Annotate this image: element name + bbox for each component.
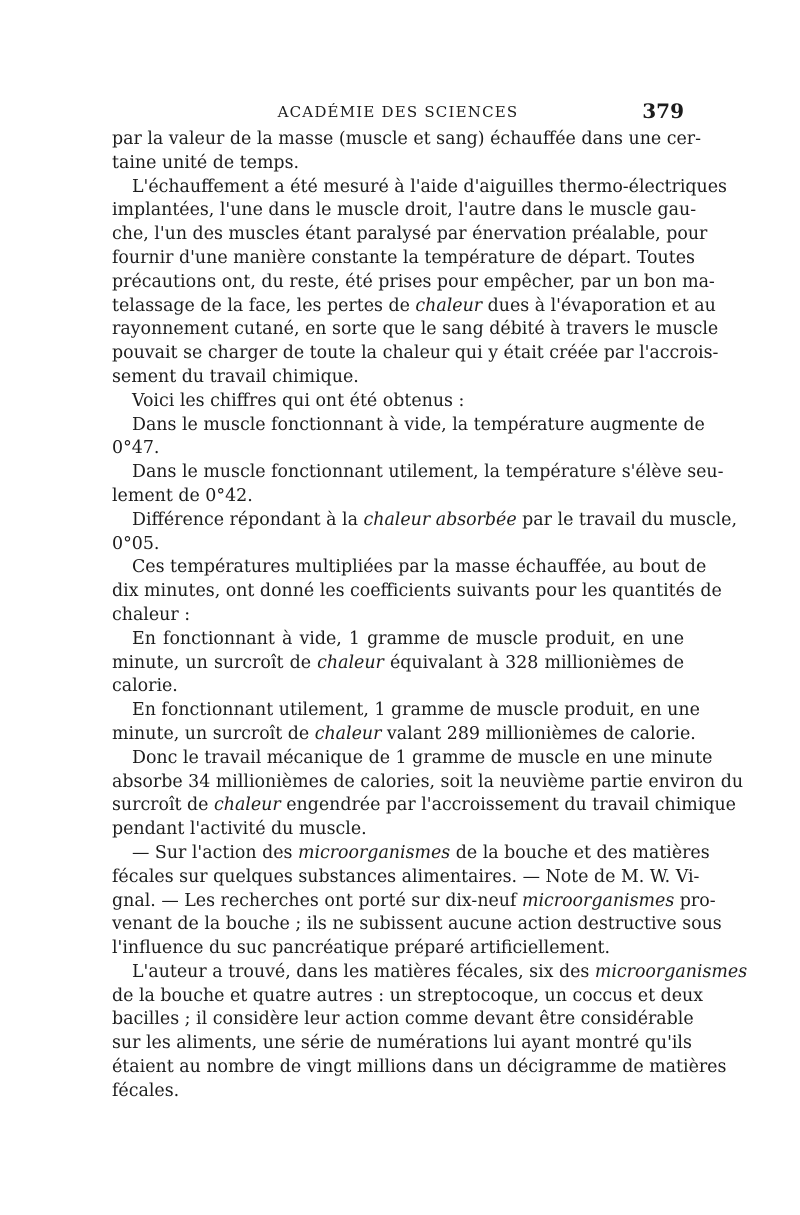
text-line <box>112 318 719 342</box>
text-line <box>112 271 715 295</box>
italic-term: chaleur absorbée <box>363 509 517 530</box>
text-run: Dans le muscle fonctionnant utilement, la température s'élève seu- <box>132 462 724 483</box>
text-run: sement du travail chimique. <box>112 366 359 387</box>
paragraph <box>112 461 724 509</box>
text-line <box>112 628 684 652</box>
text-run: fécales sur quelques substances alimentaires. — Note de M. W. Vi- <box>112 866 700 887</box>
paragraph <box>112 842 722 961</box>
text-run: étaient au nombre de vingt millions dans un décigramme de matières <box>112 1057 727 1078</box>
text-run: En fonctionnant utilement, 1 gramme de muscle produit, en une <box>132 700 700 721</box>
text-line <box>112 747 713 771</box>
paragraph <box>112 747 744 842</box>
text-run: équivalant à 328 millionièmes de <box>383 652 684 673</box>
paragraph <box>112 961 748 1104</box>
text-line <box>112 675 684 699</box>
text-run: L'auteur a trouvé, dans les matières fécales, six des <box>132 961 595 982</box>
text-line <box>112 461 724 485</box>
running-title: ACADÉMIE DES SCIENCES <box>277 103 519 121</box>
text-line <box>112 985 704 1009</box>
text-run: par le travail du muscle, <box>516 509 738 530</box>
text-run: che, l'un des muscles étant paralysé par énervation préalable, pour <box>112 224 708 245</box>
text-line <box>112 366 684 390</box>
text-line <box>112 1008 694 1032</box>
text-line <box>112 556 707 580</box>
text-line <box>112 842 710 866</box>
text-run: absorbe 34 millionièmes de calories, soit la neuvième partie environ du <box>112 771 744 792</box>
page-number: 379 <box>642 99 684 123</box>
text-run: 0°05. <box>112 533 160 554</box>
text-run: l'influence du suc pancréatique préparé artificiellement. <box>112 938 611 959</box>
paragraph <box>112 556 722 627</box>
paragraph <box>112 176 727 390</box>
text-line <box>112 1080 684 1104</box>
text-run: dues à l'évaporation et au <box>482 295 716 316</box>
text-line <box>112 295 716 319</box>
text-run: valant 289 millionièmes de calorie. <box>381 723 696 744</box>
text-run: minute, un surcroît de <box>112 723 315 744</box>
italic-term: chaleur <box>415 295 483 316</box>
italic-term: microorganismes <box>521 890 675 911</box>
text-line <box>112 699 700 723</box>
paragraph <box>112 128 701 176</box>
italic-term: chaleur <box>317 652 384 673</box>
text-run: pendant l'activité du muscle. <box>112 819 367 840</box>
text-line <box>112 723 696 747</box>
text-line <box>112 1056 727 1080</box>
text-run: rayonnement cutané, en sorte que le sang débité à travers le muscle <box>112 319 719 340</box>
text-line <box>112 128 701 152</box>
text-run: pro- <box>674 890 716 911</box>
text-line <box>112 580 722 604</box>
text-run: venant de la bouche ; ils ne subissent aucune action destructive sous <box>112 914 722 935</box>
text-run: Voici les chiffres qui ont été obtenus : <box>132 390 465 411</box>
text-line <box>112 223 708 247</box>
paragraph <box>112 390 684 414</box>
text-run: dix minutes, ont donné les coefficients suivants pour les quantités de <box>112 581 722 602</box>
text-run: implantées, l'une dans le muscle droit, l'autre dans le muscle gau- <box>112 200 697 221</box>
text-line <box>112 937 684 961</box>
text-line <box>112 1032 692 1056</box>
body-text <box>112 128 748 1104</box>
text-run: de la bouche et quatre autres : un streptocoque, un coccus et deux <box>112 985 704 1006</box>
text-run: bacilles ; il considère leur action comme devant être considérable <box>112 1009 694 1030</box>
paragraph <box>112 414 705 462</box>
italic-term: chaleur <box>214 795 281 816</box>
text-run: sur les aliments, une série de numérations lui ayant montré qu'ils <box>112 1033 692 1054</box>
text-run: Ces températures multipliées par la masse échauffée, au bout de <box>132 557 707 578</box>
text-run: par la valeur de la masse (muscle et sang) échauffée dans une cer- <box>112 129 701 149</box>
paragraph <box>112 628 684 699</box>
text-line <box>112 247 695 271</box>
text-run: surcroît de <box>112 795 214 816</box>
text-run: lement de 0°42. <box>112 485 253 506</box>
text-line <box>112 485 684 509</box>
text-line <box>112 652 684 676</box>
text-run: chaleur : <box>112 604 191 625</box>
text-run: de la bouche et des matières <box>450 842 710 863</box>
text-line <box>112 533 684 557</box>
text-line <box>112 176 727 200</box>
text-line <box>112 913 722 937</box>
text-line <box>112 961 748 985</box>
text-run: taine unité de temps. <box>112 152 300 173</box>
text-run: calorie. <box>112 676 178 697</box>
text-run: pouvait se charger de toute la chaleur qui y était créée par l'accrois- <box>112 343 719 364</box>
text-run: — Sur l'action des <box>132 842 298 863</box>
text-line <box>112 390 684 414</box>
text-line <box>112 794 736 818</box>
text-run: L'échauffement a été mesuré à l'aide d'aiguilles thermo-électriques <box>132 176 727 197</box>
text-run: précautions ont, du reste, été prises pour empêcher, par un bon ma- <box>112 271 715 292</box>
text-line <box>112 509 738 533</box>
text-line <box>112 866 700 890</box>
text-run: gnal. — Les recherches ont porté sur dix-neuf <box>112 890 522 911</box>
text-line <box>112 342 719 366</box>
text-line <box>112 414 705 438</box>
text-run: Donc le travail mécanique de 1 gramme de muscle en une minute <box>132 747 713 768</box>
paragraph <box>112 699 700 747</box>
text-run: Dans le muscle fonctionnant à vide, la température augmente de <box>132 414 705 435</box>
text-line <box>112 199 697 223</box>
text-run: En fonctionnant à vide, 1 gramme de muscle produit, en une <box>132 628 684 649</box>
text-run: telassage de la face, les pertes de <box>112 295 416 316</box>
text-line <box>112 818 684 842</box>
text-run: minute, un surcroît de <box>112 652 318 673</box>
text-run: fournir d'une manière constante la température de départ. Toutes <box>112 247 695 268</box>
text-line <box>112 152 684 176</box>
text-line <box>112 437 684 461</box>
italic-term: microorganismes <box>297 842 451 863</box>
text-line <box>112 771 744 795</box>
text-run: engendrée par l'accroissement du travail chimique <box>280 795 736 816</box>
text-line <box>112 890 716 914</box>
text-line <box>112 604 684 628</box>
page-header <box>112 101 684 127</box>
text-run: 0°47. <box>112 438 160 459</box>
text-run: fécales. <box>112 1080 180 1101</box>
italic-term: chaleur <box>314 723 382 744</box>
paragraph <box>112 509 738 557</box>
text-run: Différence répondant à la <box>132 509 364 530</box>
italic-term: microorganismes <box>594 961 748 982</box>
